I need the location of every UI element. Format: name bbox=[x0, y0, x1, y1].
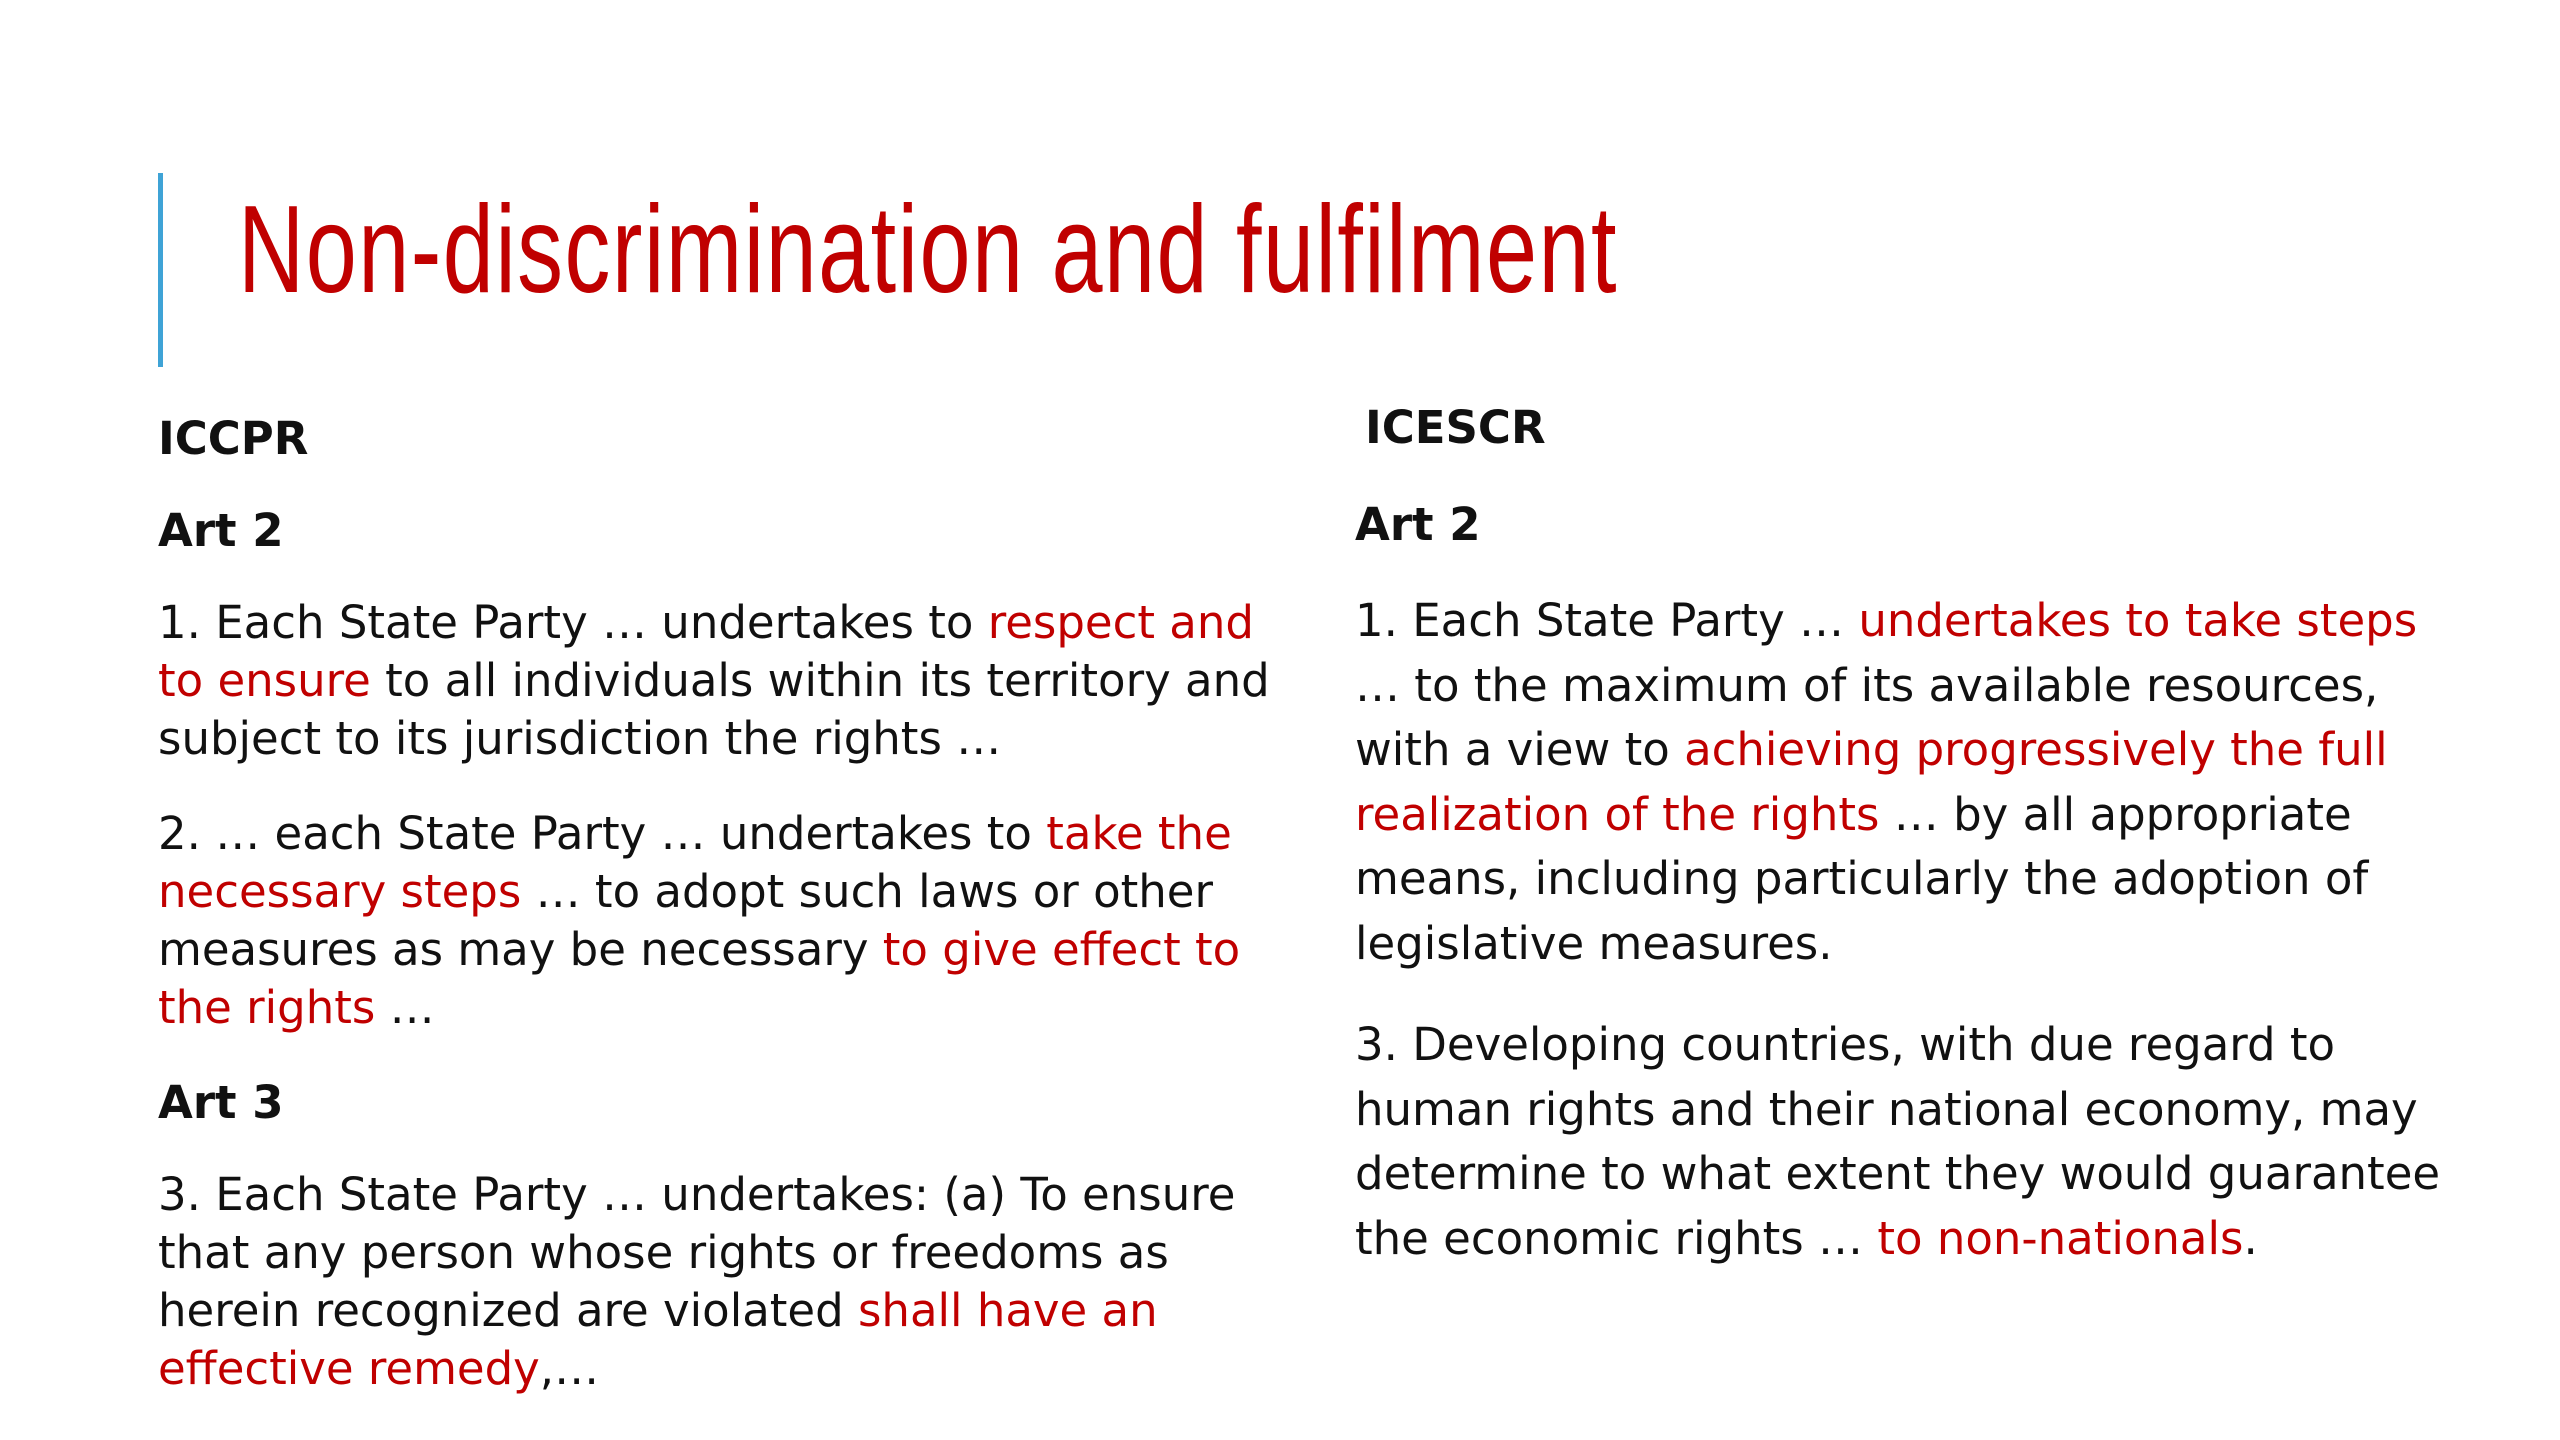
text-line: … to the maximum of its available resources, bbox=[1355, 658, 2379, 712]
iccpr-column bbox=[158, 410, 1270, 1435]
text-span: … by all appropriate bbox=[1879, 787, 2352, 841]
title-accent-bar bbox=[158, 173, 163, 367]
iccpr-art2-para1 bbox=[158, 594, 1270, 768]
highlight-span: shall have an bbox=[857, 1284, 1158, 1337]
text-line bbox=[158, 652, 1270, 710]
text-line bbox=[1355, 718, 2435, 783]
text-line bbox=[158, 979, 1238, 1037]
text-span: … bbox=[375, 981, 435, 1034]
text-span: 1. Each State Party … undertakes to bbox=[158, 596, 988, 649]
text-span: herein recognized are violated bbox=[158, 1284, 858, 1337]
text-span: the economic rights … bbox=[1355, 1211, 1878, 1265]
text-span: with a view to bbox=[1355, 723, 1685, 776]
highlight-span: to non-nationals bbox=[1877, 1211, 2244, 1265]
text-span: 1. Each State Party … bbox=[1355, 594, 1859, 647]
text-line: means, including particularly the adoption of bbox=[1355, 852, 2369, 905]
text-line bbox=[158, 921, 1241, 979]
text-line bbox=[1355, 589, 2435, 654]
text-line: subject to its jurisdiction the rights … bbox=[158, 712, 1002, 765]
iccpr-heading: ICCPR bbox=[158, 412, 309, 465]
text-span: measures as may be necessary bbox=[158, 923, 883, 976]
text-span: 2. … each State Party … undertakes to bbox=[158, 807, 1047, 860]
text-line bbox=[158, 1282, 1238, 1340]
iccpr-art3-para3 bbox=[158, 1166, 1238, 1398]
highlight-span: take the bbox=[1046, 807, 1232, 860]
highlight-span: respect and bbox=[987, 596, 1254, 649]
text-span: to all individuals within its territory and bbox=[370, 654, 1270, 707]
iccpr-art2-para2 bbox=[158, 805, 1241, 1037]
text-line: 3. Developing countries, with due regard to bbox=[1355, 1018, 2336, 1071]
icescr-art2-para1 bbox=[1355, 589, 2435, 976]
text-line bbox=[158, 1340, 1238, 1398]
text-span: … to adopt such laws or other bbox=[521, 865, 1213, 918]
text-line bbox=[1355, 783, 2435, 848]
text-span: ,… bbox=[539, 1342, 600, 1395]
text-line bbox=[1355, 1207, 2435, 1272]
highlight-span: achieving progressively the full bbox=[1684, 723, 2388, 776]
text-line bbox=[158, 863, 1238, 921]
icescr-heading: ICESCR bbox=[1365, 401, 1546, 454]
iccpr-art3-heading: Art 3 bbox=[158, 1076, 284, 1129]
text-line: determine to what extent they would guarantee bbox=[1355, 1147, 2441, 1200]
icescr-column bbox=[1355, 396, 2441, 1308]
highlight-span: effective remedy bbox=[158, 1342, 540, 1395]
highlight-span: necessary steps bbox=[158, 865, 522, 918]
highlight-span: the rights bbox=[158, 981, 376, 1034]
highlight-span: to give effect to bbox=[882, 923, 1241, 976]
text-line: human rights and their national economy, may bbox=[1355, 1082, 2418, 1136]
iccpr-art2-heading: Art 2 bbox=[158, 504, 284, 557]
highlight-span: to ensure bbox=[158, 654, 371, 707]
highlight-span: undertakes to take steps bbox=[1858, 594, 2418, 647]
text-line: 3. Each State Party … undertakes: (a) To ensure bbox=[158, 1168, 1236, 1221]
text-line bbox=[158, 805, 1238, 863]
highlight-span: realization of the rights bbox=[1355, 787, 1880, 841]
text-span: . bbox=[2243, 1211, 2258, 1265]
text-line bbox=[158, 594, 1254, 652]
icescr-art2-heading: Art 2 bbox=[1355, 497, 1481, 551]
text-line: legislative measures. bbox=[1355, 916, 1833, 970]
icescr-art2-para3 bbox=[1355, 1013, 2441, 1271]
slide-title: Non-discrimination and fulfilment bbox=[238, 181, 1618, 319]
text-line: that any person whose rights or freedoms as bbox=[158, 1226, 1169, 1279]
